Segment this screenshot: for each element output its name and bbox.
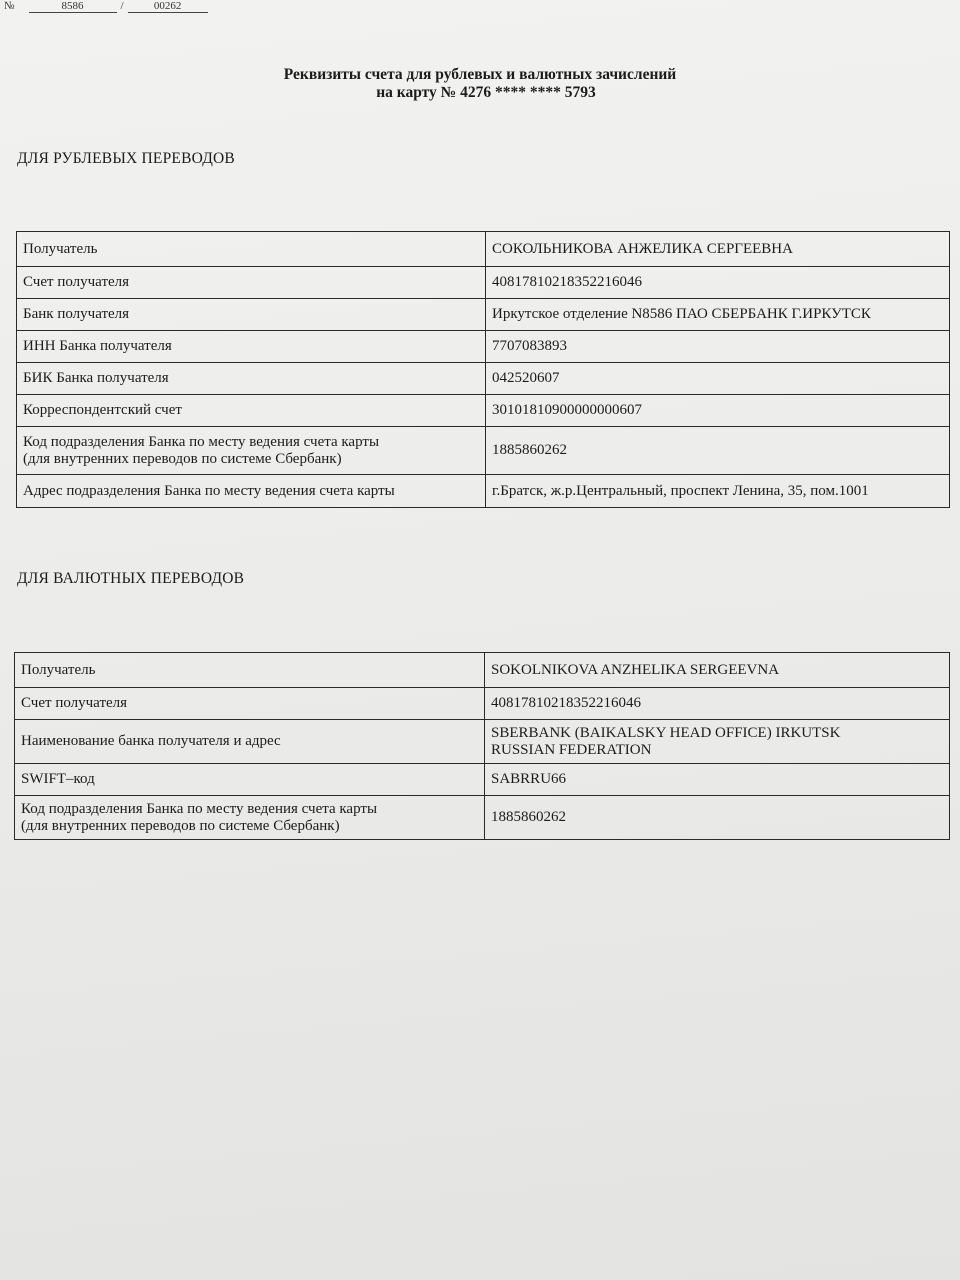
row-value-line-1: SBERBANK (BAIKALSKY HEAD OFFICE) IRKUTSK xyxy=(491,724,841,741)
row-value: СОКОЛЬНИКОВА АНЖЕЛИКА СЕРГЕЕВНА xyxy=(486,232,950,267)
number-sign: № xyxy=(4,0,15,12)
row-label-line-2: (для внутренних переводов по системе Сбербанк) xyxy=(21,817,340,834)
title-line-2: на карту № 4276 **** **** 5793 xyxy=(376,84,596,101)
table-row xyxy=(17,395,950,427)
row-label: Счет получателя xyxy=(17,267,486,299)
row-label: ИНН Банка получателя xyxy=(17,331,486,363)
table-row xyxy=(15,764,950,796)
row-value: SOKOLNIKOVA ANZHELIKA SERGEEVNA xyxy=(485,653,950,688)
row-value: SABRRU66 xyxy=(485,764,950,796)
document-number xyxy=(4,0,208,13)
table-row xyxy=(17,267,950,299)
row-label: Получатель xyxy=(17,232,486,267)
row-label xyxy=(15,796,485,840)
table-row xyxy=(15,796,950,840)
row-label: SWIFT–код xyxy=(15,764,485,796)
row-label-line-2: (для внутренних переводов по системе Сбербанк) xyxy=(23,450,342,467)
row-value: 1885860262 xyxy=(486,427,950,475)
row-label: Адрес подразделения Банка по месту ведения счета карты xyxy=(17,475,486,508)
row-value: 30101810900000000607 xyxy=(486,395,950,427)
table-row xyxy=(15,653,950,688)
row-label: БИК Банка получателя xyxy=(17,363,486,395)
row-value: 042520607 xyxy=(486,363,950,395)
row-label-line-1: Код подразделения Банка по месту ведения счета карты xyxy=(23,433,380,450)
table-row xyxy=(15,720,950,764)
row-value xyxy=(485,720,950,764)
currency-section-heading: ДЛЯ ВАЛЮТНЫХ ПЕРЕВОДОВ xyxy=(17,570,245,587)
ruble-details-table xyxy=(16,231,950,508)
row-value: 7707083893 xyxy=(486,331,950,363)
row-label xyxy=(17,427,486,475)
table-row xyxy=(17,299,950,331)
table-row xyxy=(17,475,950,508)
document-title xyxy=(0,66,960,102)
row-label-line-1: Код подразделения Банка по месту ведения счета карты xyxy=(21,800,378,817)
row-label: Наименование банка получателя и адрес xyxy=(15,720,485,764)
table-row xyxy=(17,232,950,267)
document-number-part2: 00262 xyxy=(128,0,208,13)
row-value: 40817810218352216046 xyxy=(485,688,950,720)
currency-details-table xyxy=(14,652,950,840)
row-label: Банк получателя xyxy=(17,299,486,331)
row-label: Корреспондентский счет xyxy=(17,395,486,427)
row-label: Получатель xyxy=(15,653,485,688)
row-value-line-2: RUSSIAN FEDERATION xyxy=(491,741,652,758)
row-label: Счет получателя xyxy=(15,688,485,720)
table-row xyxy=(17,427,950,475)
ruble-section-heading: ДЛЯ РУБЛЕВЫХ ПЕРЕВОДОВ xyxy=(17,150,235,167)
document-number-part1: 8586 xyxy=(29,0,117,13)
row-value: 1885860262 xyxy=(485,796,950,840)
row-value: 40817810218352216046 xyxy=(486,267,950,299)
table-row xyxy=(17,331,950,363)
document-number-separator: / xyxy=(120,0,124,12)
table-row xyxy=(17,363,950,395)
table-row xyxy=(15,688,950,720)
row-value: г.Братск, ж.р.Центральный, проспект Ленина, 35, пом.1001 xyxy=(486,475,950,508)
row-value: Иркутское отделение N8586 ПАО СБЕРБАНК Г.ИРКУТСК xyxy=(486,299,950,331)
title-line-1: Реквизиты счета для рублевых и валютных зачислений xyxy=(283,66,677,83)
